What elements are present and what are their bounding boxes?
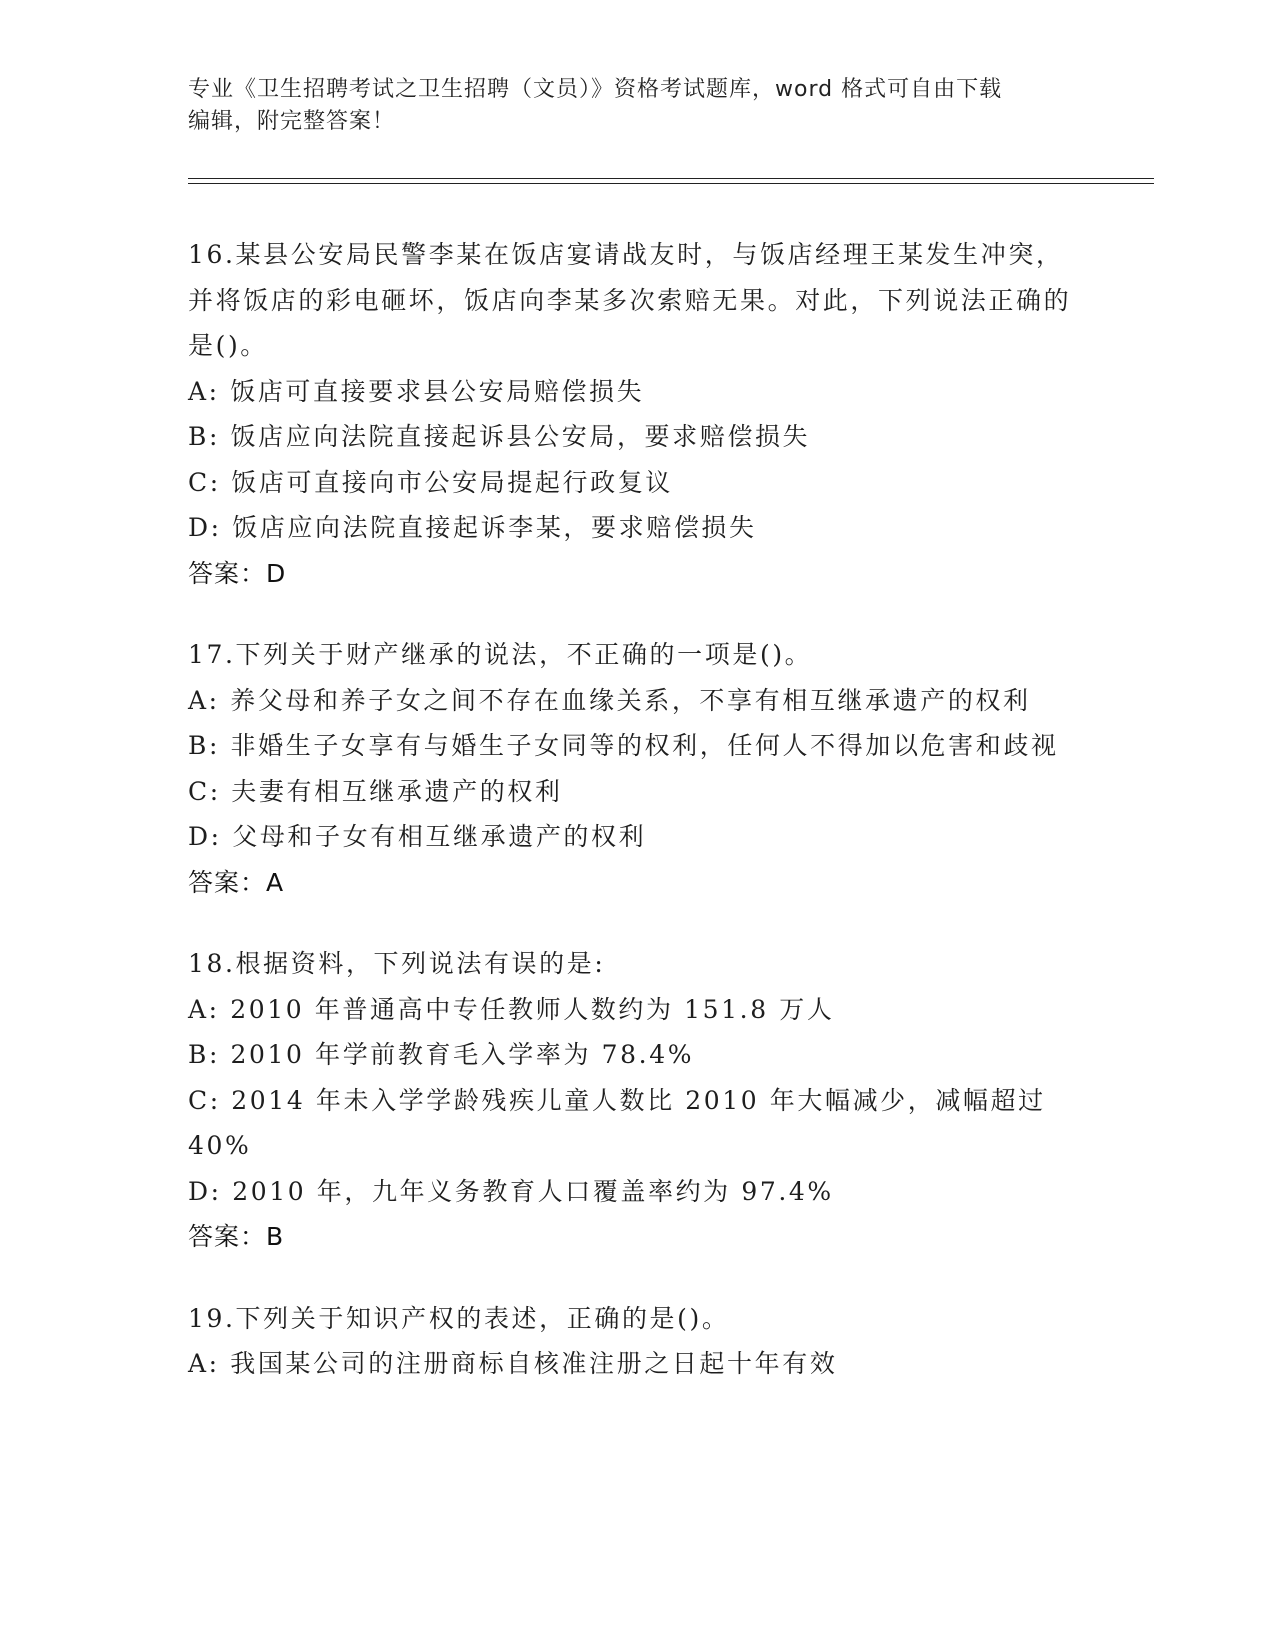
question-list	[188, 232, 1088, 1423]
answer: 答案：D	[188, 558, 287, 588]
question-stem: 17.下列关于财产继承的说法，不正确的一项是()。	[188, 640, 813, 669]
answer: 答案：B	[188, 1222, 285, 1251]
question-19	[188, 1296, 1088, 1387]
option-a: A: 2010 年普通高中专任教师人数约为 151.8 万人	[188, 994, 835, 1024]
question-17	[188, 632, 1088, 905]
option-b: B: 2010 年学前教育毛入学率为 78.4%	[188, 1040, 695, 1069]
option-b: B: 非婚生子女享有与婚生子女同等的权利，任何人不得加以危害和歧视	[188, 731, 1059, 760]
option-b: B: 饭店应向法院直接起诉县公安局，要求赔偿损失	[188, 422, 811, 451]
question-stem: 18.根据资料，下列说法有误的是:	[188, 949, 606, 978]
option-c: C: 饭店可直接向市公安局提起行政复议	[188, 467, 673, 497]
option-a: A: 养父母和养子女之间不存在血缘关系，不享有相互继承遗产的权利	[188, 685, 1031, 715]
option-d: D: 父母和子女有相互继承遗产的权利	[188, 822, 647, 851]
option-c: C: 2014 年未入学学龄残疾儿童人数比 2010 年大幅减少，减幅超过 40%	[188, 1085, 1046, 1160]
option-a: A: 饭店可直接要求县公安局赔偿损失	[188, 376, 645, 406]
header-line-1: 专业《卫生招聘考试之卫生招聘（文员）》资格考试题库，word 格式可自由下载	[188, 77, 1003, 102]
question-stem: 16.某县公安局民警李某在饭店宴请战友时，与饭店经理王某发生冲突，并将饭店的彩电砸坏，饭店向李某多次索赔无果。对此，下列说法正确的是()。	[188, 240, 1072, 360]
document-header	[188, 74, 1088, 138]
option-c: C: 夫妻有相互继承遗产的权利	[188, 776, 563, 806]
option-d: D: 2010 年，九年义务教育人口覆盖率约为 97.4%	[188, 1176, 834, 1206]
header-line-2: 编辑，附完整答案！	[188, 109, 396, 134]
question-16	[188, 232, 1088, 596]
question-stem: 19.下列关于知识产权的表述，正确的是()。	[188, 1303, 730, 1333]
answer: 答案：A	[188, 867, 285, 897]
question-18	[188, 941, 1088, 1260]
header-divider	[188, 178, 1154, 184]
option-d: D: 饭店应向法院直接起诉李某，要求赔偿损失	[188, 513, 757, 542]
option-a: A: 我国某公司的注册商标自核准注册之日起十年有效	[188, 1349, 838, 1378]
